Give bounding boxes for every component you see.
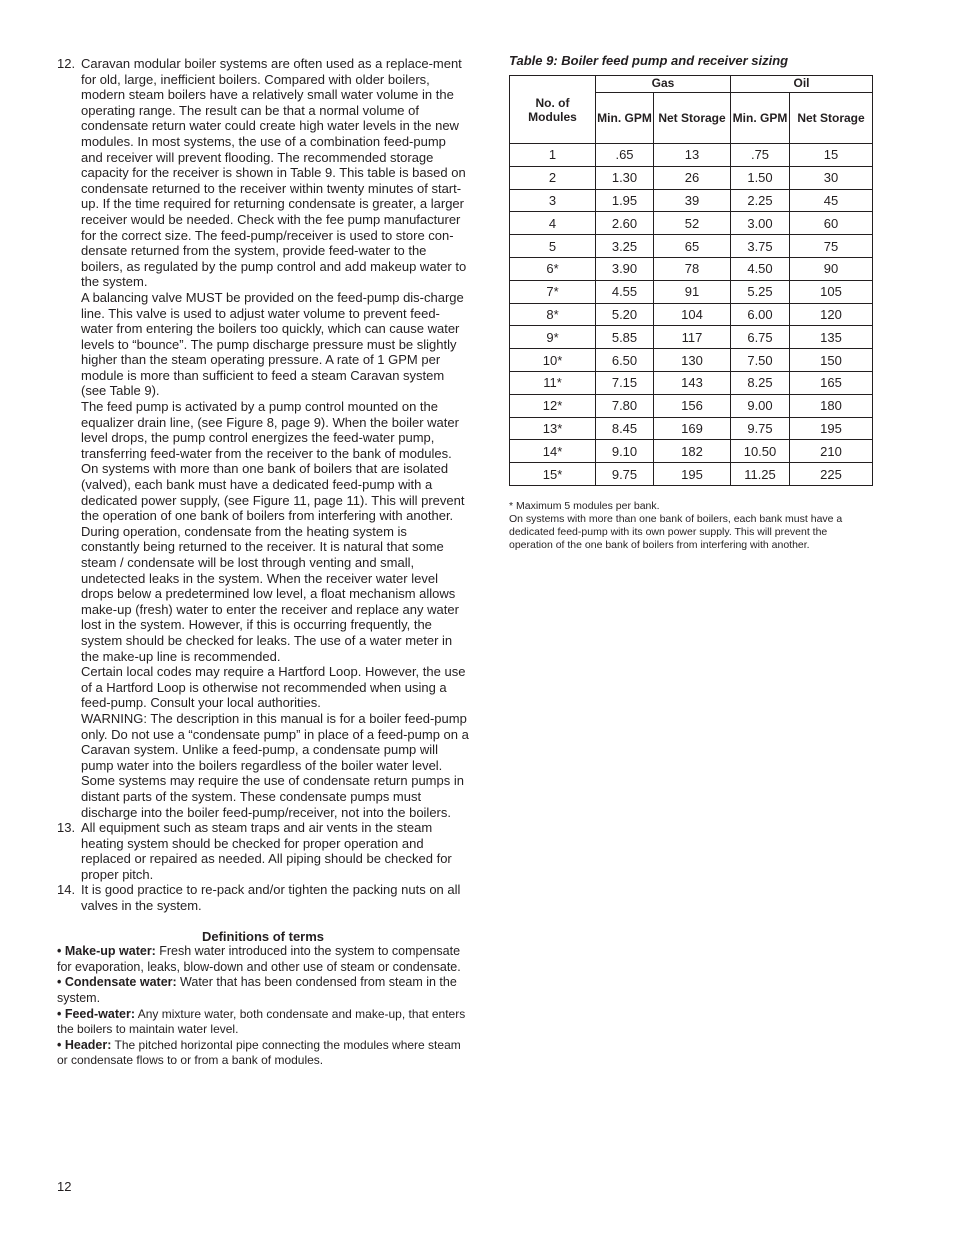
table-row [510, 371, 873, 394]
list-item-body [81, 820, 469, 882]
definition-desc: Any mixture water, both condensate and make-up, that enters the boilers to maintain water level. [57, 1006, 466, 1037]
sizing-table [509, 75, 873, 486]
definitions-heading: Definitions of terms [201, 928, 325, 944]
cell-oil-net-storage: 150 [790, 349, 873, 372]
cell-gas-min-gpm: 2.60 [596, 212, 654, 235]
definition-term: • Condensate water: [57, 975, 177, 990]
cell-oil-min-gpm: 10.50 [731, 440, 790, 463]
table-row [510, 166, 873, 189]
cell-modules: 5 [510, 235, 596, 258]
cell-modules: 8* [510, 303, 596, 326]
list-number: 14. [57, 882, 76, 898]
cell-gas-min-gpm: 7.15 [596, 371, 654, 394]
cell-gas-min-gpm: .65 [596, 144, 654, 167]
cell-oil-net-storage: 75 [790, 235, 873, 258]
definition-desc: Fresh water introduced into the system to compensate for evaporation, leaks, blow-down and other use of steam or condensate. [57, 944, 461, 974]
cell-oil-min-gpm: 9.75 [731, 417, 790, 440]
definition-term: • Make-up water: [57, 944, 156, 959]
column-group-gas: Gas [596, 76, 731, 93]
table-body [510, 144, 873, 486]
warning-paragraph: WARNING: The description in this manual is for a boiler feed-pump only. Do not use a “condensate pump” in place of a feed-pump on a Caravan system. Unlike a feed-pump, a condensate pump will pump water into the boilers regardless of the boiler water level. Some systems may require the use of condensate return pumps in distant parts of the system. These condensate pumps must discharge into the boiler feed-pump/receiver, not into the boilers. [81, 710, 469, 820]
cell-oil-net-storage: 105 [790, 280, 873, 303]
footnote-max-modules: * Maximum 5 modules per bank. [509, 499, 660, 512]
table-section [509, 53, 873, 552]
definition-make-up-water [57, 944, 469, 975]
paragraph: It is good practice to re-pack and/or tighten the packing nuts on all valves in the system. [81, 882, 461, 914]
cell-oil-min-gpm: 6.75 [731, 326, 790, 349]
paragraph: All equipment such as steam traps and air vents in the steam heating system should be checked for proper operation and replaced or repaired as needed. All piping should be checked for proper pitch. [81, 820, 452, 882]
cell-gas-net-storage: 65 [654, 235, 731, 258]
cell-oil-min-gpm: 5.25 [731, 280, 790, 303]
cell-gas-min-gpm: 6.50 [596, 349, 654, 372]
cell-oil-net-storage: 180 [790, 394, 873, 417]
definition-desc: The pitched horizontal pipe connecting the modules where steam or condensate flows to or from a bank of modules. [57, 1037, 461, 1068]
table-caption: Table 9: Boiler feed pump and receiver sizing [509, 53, 789, 68]
cell-modules: 13* [510, 417, 596, 440]
table-row [510, 235, 873, 258]
table-row [510, 326, 873, 349]
list-item-13 [57, 820, 469, 882]
cell-gas-min-gpm: 3.25 [596, 235, 654, 258]
table-row [510, 189, 873, 212]
definition-condensate-water [57, 975, 469, 1006]
list-number: 12. [57, 56, 76, 71]
paragraph: Caravan modular boiler systems are often used as a replace-ment for old, large, inefficient boilers. Compared with older boilers, modern steam boilers have a relatively small water volume in the operating range. The result can be that a normal volume of condensate return water could create high water levels in the new modules. In most systems, the use of a combination feed-pump and receiver will prevent flooding. The recommended storage capacity for the receiver is shown in Table 9. This table is based on condensate returned to the receiver within twenty minutes of start-up. If the time required for returning condensate is greater, a larger receiver would be needed. Check with the fee pump manufacturer for the correct size. The feed-pump/receiver is used to store con-densate returned from the system, provide feed-water to the boilers, as regulated by the pump control and add makeup water to the system. [81, 56, 467, 290]
column-header-oil-min-gpm: Min. GPM [731, 93, 790, 144]
definition-feed-water [57, 1007, 469, 1038]
cell-oil-min-gpm: 2.25 [731, 189, 790, 212]
cell-oil-min-gpm: 4.50 [731, 257, 790, 280]
table-row [510, 463, 873, 486]
cell-gas-min-gpm: 9.10 [596, 440, 654, 463]
cell-gas-net-storage: 78 [654, 257, 731, 280]
cell-oil-net-storage: 120 [790, 303, 873, 326]
table-row [510, 303, 873, 326]
cell-modules: 15* [510, 463, 596, 486]
cell-oil-net-storage: 30 [790, 166, 873, 189]
list-item-body [81, 882, 469, 913]
cell-oil-net-storage: 135 [790, 326, 873, 349]
table-row [510, 144, 873, 167]
body-text-column [57, 56, 469, 1069]
list-number: 13. [57, 820, 76, 836]
column-group-oil: Oil [731, 76, 873, 93]
cell-gas-min-gpm: 1.30 [596, 166, 654, 189]
cell-gas-min-gpm: 8.45 [596, 417, 654, 440]
cell-gas-net-storage: 156 [654, 394, 731, 417]
paragraph: A balancing valve MUST be provided on the feed-pump dis-charge line. This valve is used to adjust water volume to prevent feed-water from entering the boilers too quickly, which can cause water levels to “bounce”. The pump discharge pressure must be slightly higher than the steam operating pressure. A rate of 1 GPM per module is more than sufficient to feed a steam Caravan system (see Table 9). [81, 289, 464, 399]
cell-oil-net-storage: 225 [790, 463, 873, 486]
table-row [510, 280, 873, 303]
cell-gas-net-storage: 169 [654, 417, 731, 440]
paragraph: Certain local codes may require a Hartford Loop. However, the use of a Hartford Loop is otherwise not recommended when using a feed-pump. Consult your local authorities. [81, 664, 466, 711]
cell-modules: 6* [510, 257, 596, 280]
cell-gas-min-gpm: 5.20 [596, 303, 654, 326]
cell-modules: 3 [510, 189, 596, 212]
cell-oil-net-storage: 165 [790, 371, 873, 394]
cell-gas-net-storage: 130 [654, 349, 731, 372]
cell-oil-min-gpm: 3.75 [731, 235, 790, 258]
cell-gas-net-storage: 143 [654, 371, 731, 394]
cell-gas-net-storage: 104 [654, 303, 731, 326]
cell-modules: 4 [510, 212, 596, 235]
cell-gas-net-storage: 182 [654, 440, 731, 463]
cell-gas-net-storage: 13 [654, 144, 731, 167]
table-row [510, 417, 873, 440]
list-item-12 [57, 56, 469, 820]
cell-oil-min-gpm: 1.50 [731, 166, 790, 189]
table-row [510, 257, 873, 280]
column-header-modules: No. of Modules [510, 76, 596, 144]
table-header-row [510, 76, 873, 93]
cell-oil-net-storage: 60 [790, 212, 873, 235]
cell-oil-net-storage: 45 [790, 189, 873, 212]
paragraph: During operation, condensate from the heating system is constantly being returned to the receiver. It is natural that some steam / condensate will be lost through venting and small, undetected leaks in the system. When the receiver water level drops below a predetermined low level, a float mechanism allows make-up (fresh) water to enter the receiver and replace any water lost in the system. However, if this is occurring frequently, the system should be checked for leaks. The use of a water meter in the make-up line is recommended. [81, 523, 459, 664]
cell-gas-net-storage: 39 [654, 189, 731, 212]
cell-oil-net-storage: 90 [790, 257, 873, 280]
definition-term: • Feed-water: [57, 1006, 136, 1021]
column-header-gas-min-gpm: Min. GPM [596, 93, 654, 144]
column-header-oil-net-storage: Net Storage [790, 93, 873, 144]
table-row [510, 212, 873, 235]
cell-oil-net-storage: 15 [790, 144, 873, 167]
cell-oil-min-gpm: .75 [731, 144, 790, 167]
definition-term: • Header: [57, 1037, 112, 1052]
cell-oil-min-gpm: 9.00 [731, 394, 790, 417]
cell-gas-net-storage: 91 [654, 280, 731, 303]
cell-gas-min-gpm: 7.80 [596, 394, 654, 417]
table-row [510, 394, 873, 417]
cell-gas-min-gpm: 1.95 [596, 189, 654, 212]
cell-oil-net-storage: 210 [790, 440, 873, 463]
table-row [510, 440, 873, 463]
cell-modules: 12* [510, 394, 596, 417]
table-row [510, 349, 873, 372]
cell-modules: 9* [510, 326, 596, 349]
list-item-body [81, 56, 469, 820]
cell-modules: 10* [510, 349, 596, 372]
cell-modules: 11* [510, 371, 596, 394]
cell-oil-net-storage: 195 [790, 417, 873, 440]
cell-gas-min-gpm: 3.90 [596, 257, 654, 280]
cell-oil-min-gpm: 11.25 [731, 463, 790, 486]
cell-modules: 1 [510, 144, 596, 167]
cell-gas-min-gpm: 4.55 [596, 280, 654, 303]
page-number: 12 [57, 1179, 72, 1194]
cell-gas-net-storage: 52 [654, 212, 731, 235]
cell-gas-net-storage: 26 [654, 166, 731, 189]
cell-gas-min-gpm: 5.85 [596, 326, 654, 349]
cell-gas-net-storage: 195 [654, 463, 731, 486]
column-header-gas-net-storage: Net Storage [654, 93, 731, 144]
cell-gas-min-gpm: 9.75 [596, 463, 654, 486]
cell-modules: 14* [510, 440, 596, 463]
cell-oil-min-gpm: 7.50 [731, 349, 790, 372]
cell-oil-min-gpm: 6.00 [731, 303, 790, 326]
table-footnotes [509, 500, 873, 552]
list-item-14 [57, 882, 469, 913]
cell-modules: 2 [510, 166, 596, 189]
paragraph: The feed pump is activated by a pump control mounted on the equalizer drain line, (see Figure 8, page 9). When the boiler water level drops, the pump control energizes the feed-water pump, transferring feed-water from the receiver to the bank of modules. On systems with more than one bank of boilers that are isolated (valved), each bank must have a dedicated feed-pump with a dedicated power supply, (see Figure 11, page 11). This will prevent the operation of one bank of boilers from interfering with another. [81, 399, 465, 524]
definition-header [57, 1038, 469, 1069]
cell-oil-min-gpm: 3.00 [731, 212, 790, 235]
cell-oil-min-gpm: 8.25 [731, 371, 790, 394]
definition-desc: Water that has been condensed from steam in the system. [57, 975, 457, 1006]
cell-modules: 7* [510, 280, 596, 303]
cell-gas-net-storage: 117 [654, 326, 731, 349]
footnote-multiple-banks: On systems with more than one bank of boilers, each bank must have a dedicated feed-pump with its own power supply. This will prevent the operation of the one bank of boilers from interfering with another. [509, 512, 843, 551]
